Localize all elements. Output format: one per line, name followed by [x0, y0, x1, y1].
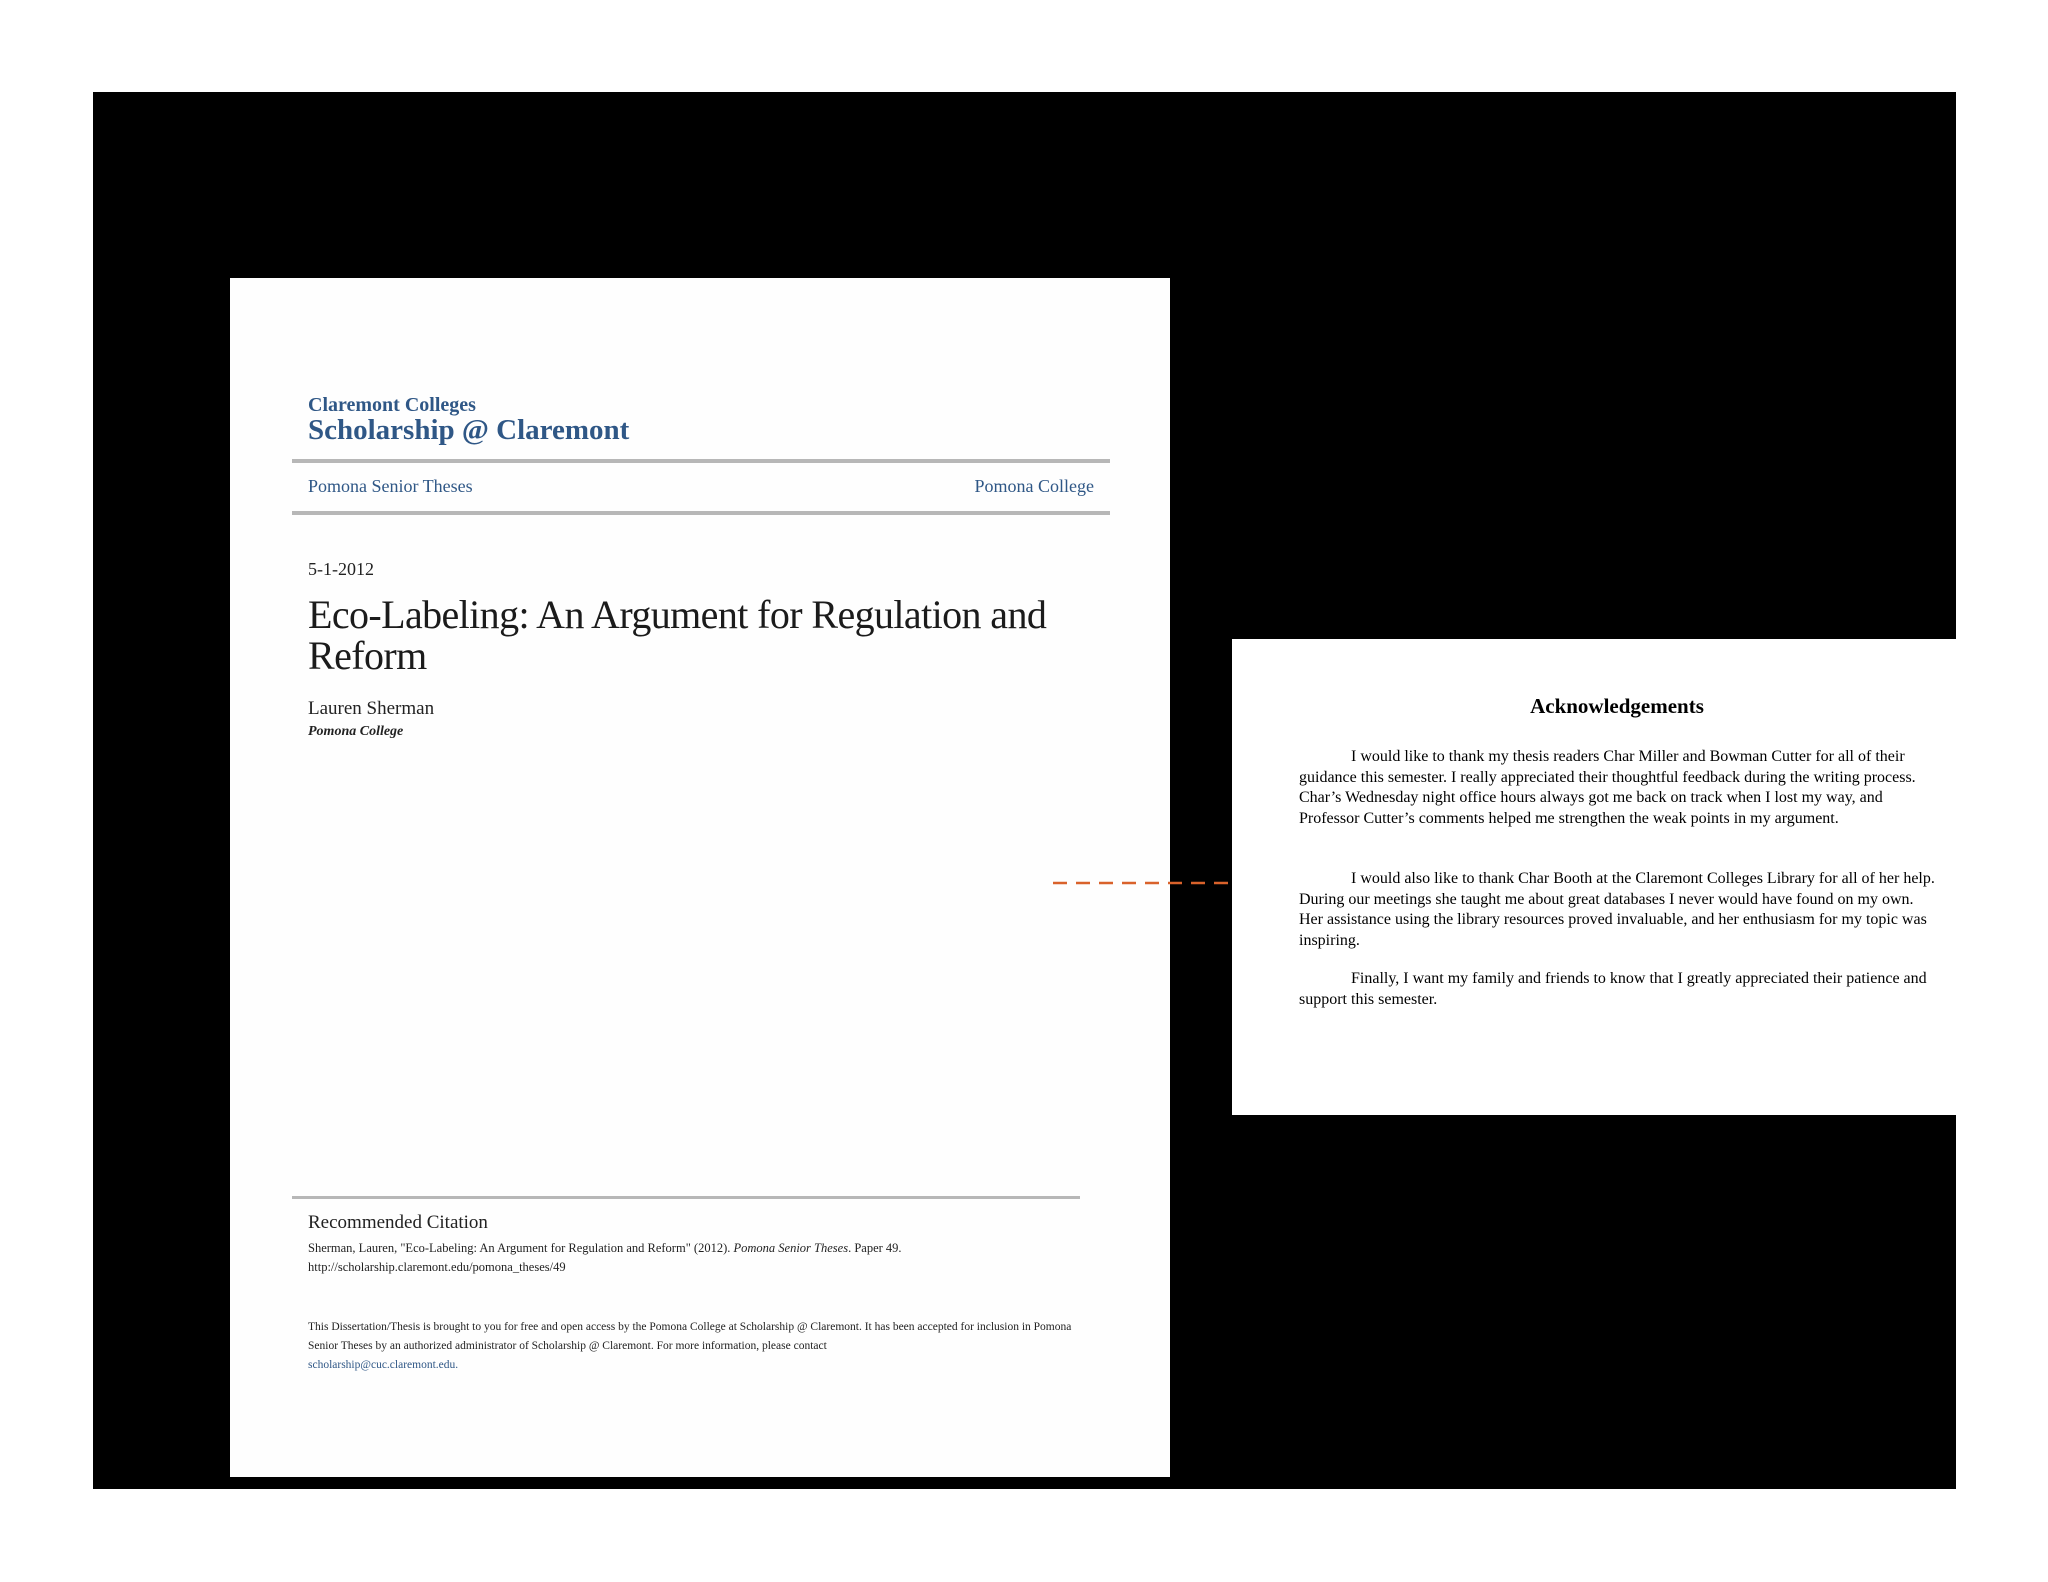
acknowledgements-paragraph: [1299, 869, 1939, 951]
collection-link-theses[interactable]: Pomona Senior Theses: [308, 476, 473, 496]
acknowledgements-title: Acknowledgements: [1530, 694, 1704, 718]
citation-main: Sherman, Lauren, "Eco-Labeling: An Argument for Regulation and Reform" (2012).: [308, 1241, 731, 1255]
citation-text: [308, 1239, 1128, 1277]
collection-link-college[interactable]: Pomona College: [974, 476, 1094, 496]
paragraph-text: I would also like to thank Char Booth at the Claremont Colleges Library for all of her help. During our meetings she taught me about great databases I never would have found on my own. Her assistance using the library resources proved invaluable, and her enthusiasm for my topic was inspiring.: [1299, 870, 1935, 949]
header-rule-top: [292, 459, 1110, 463]
citation-url[interactable]: http://scholarship.claremont.edu/pomona_theses/49: [308, 1260, 566, 1274]
slide-frame: [93, 92, 1956, 1489]
citation-rule: [292, 1196, 1080, 1199]
acknowledgements-page: [1232, 639, 2002, 1115]
repository-name: Scholarship @ Claremont: [308, 414, 630, 446]
author-institution: Pomona College: [308, 724, 404, 739]
paragraph-text: I would like to thank my thesis readers Char Miller and Bowman Cutter for all of their guidance this semester. I really appreciated their thoughtful feedback during the writing process. Char’s Wednesday night office hours always got me back on track when I lost my way, and Professor Cutter’s comments helped me strengthen the weak points in my argument.: [1299, 748, 1916, 827]
publication-date: 5-1-2012: [308, 559, 374, 579]
open-access-text: This Dissertation/Thesis is brought to you for free and open access by the Pomona College at Scholarship @ Claremont. It has been accepted for inclusion in Pomona Senior Theses by an authorized administrator of Scholarship @ Claremont. For more information, please contact: [308, 1321, 1072, 1352]
header-rule-bottom: [292, 511, 1110, 515]
acknowledgements-paragraph: [1299, 747, 1939, 829]
author-name: Lauren Sherman: [308, 698, 435, 719]
repository-organization: Claremont Colleges: [308, 394, 476, 416]
open-access-note: [308, 1318, 1098, 1375]
thesis-title: Eco-Labeling: An Argument for Regulation and Reform: [308, 592, 1047, 678]
citation-heading: Recommended Citation: [308, 1212, 488, 1233]
paragraph-text: Finally, I want my family and friends to know that I greatly appreciated their patience and support this semester.: [1299, 970, 1927, 1008]
citation-series: Pomona Senior Theses: [733, 1241, 849, 1255]
citation-paper: . Paper 49.: [848, 1241, 902, 1255]
thesis-cover-page: [230, 278, 1170, 1477]
contact-email-link[interactable]: scholarship@cuc.claremont.edu.: [308, 1359, 459, 1371]
acknowledgements-paragraph: [1299, 969, 1939, 1010]
